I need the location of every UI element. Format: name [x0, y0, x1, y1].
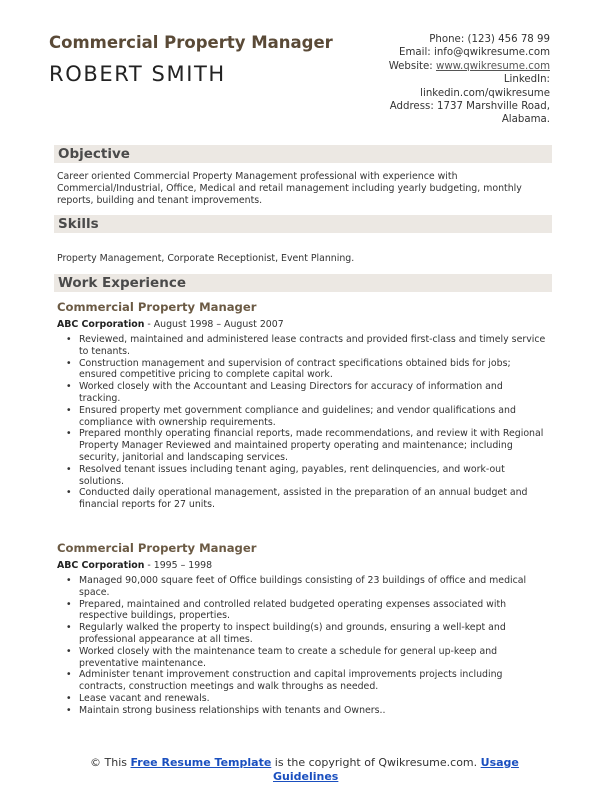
footer-prefix: © This [90, 756, 131, 769]
job-dates: - 1995 – 1998 [144, 560, 213, 571]
list-item: • Construction management and supervision of contract specifications obtained bids for jobs; ensured competitive pricing to complete capital work. [66, 357, 511, 381]
list-item: • Prepared monthly operating financial reports, made recommendations, and review it with Regional Property Manager Reviewed and maintained property operating and maintenance; including security, janitorial and landscaping services. [66, 428, 544, 463]
objective-text: Career oriented Commercial Property Management professional with experience with Commercial/Industrial, Office, Medical and retail management including yearly budgeting, monthly reports, building and tenant improvements. [57, 171, 522, 206]
list-item: • Reviewed, maintained and administered lease contracts and provided first-class and timely service to tenants. [66, 334, 546, 357]
job-company-line [57, 319, 284, 330]
usage-guidelines-link-line2[interactable]: Guidelines [273, 770, 339, 783]
section-work-experience-header [54, 274, 552, 292]
contact-block [389, 33, 550, 127]
contact-website: Website: www.qwikresume.com [388, 60, 550, 72]
list-item: • Maintain strong business relationships with tenants and Owners.. [66, 704, 386, 716]
job-title: Commercial Property Manager [57, 300, 257, 314]
list-item: • Administer tenant improvement construction and capital improvements projects including contracts, construction meetings and walk throughs as needed. [66, 669, 503, 693]
job-bullet-list [57, 575, 547, 717]
contact-phone: Phone: (123) 456 78 99 [429, 34, 550, 45]
candidate-name: ROBERT SMITH [49, 62, 226, 86]
list-item: • Worked closely with the maintenance team to create a schedule for general up-keep and preventative maintenance. [66, 645, 498, 669]
contact-linkedin: linkedin.com/qwikresume [420, 87, 550, 99]
section-skills-header [54, 215, 552, 233]
list-item: • Regularly walked the property to inspect building(s) and grounds, ensuring a well-kept and professional appearance at all times. [66, 622, 506, 645]
company-name: ABC Corporation [57, 560, 145, 571]
list-item: • Prepared, maintained and controlled related budgeted operating expenses associated with respective buildings, properties. [66, 598, 507, 622]
job-title: Commercial Property Manager [57, 541, 257, 555]
contact-address-line2: Alabama. [501, 114, 550, 126]
list-item: • Ensured property met government compliance and guidelines; and vendor qualifications and compliance with ownership requirements. [66, 404, 516, 428]
website-link[interactable]: www.qwikresume.com [435, 60, 550, 72]
contact-linkedin-label: LinkedIn: [503, 74, 550, 86]
header-job-title: Commercial Property Manager [49, 33, 333, 52]
company-name: ABC Corporation [57, 319, 145, 330]
job-bullet-list [57, 334, 547, 511]
list-item: • Lease vacant and renewals. [66, 692, 210, 704]
contact-address: Address: 1737 Marshville Road, [389, 101, 550, 113]
copyright-footer [90, 756, 530, 784]
job-dates: - August 1998 – August 2007 [144, 319, 284, 330]
job-company-line [57, 560, 212, 571]
list-item: • Resolved tenant issues including tenant aging, payables, rent delinquencies, and work-out solutions. [66, 463, 505, 487]
footer-middle: is the copyright of Qwikresume.com. [271, 756, 481, 769]
skills-text: Property Management, Corporate Receptionist, Event Planning. [57, 253, 355, 264]
list-item: • Managed 90,000 square feet of Office buildings consisting of 23 buildings of office and medical space. [66, 575, 527, 598]
free-resume-template-link[interactable]: Free Resume Template [130, 756, 272, 769]
section-title: Skills [58, 216, 99, 232]
list-item: • Worked closely with the Accountant and Leasing Directors for accuracy of information and tracking. [66, 381, 503, 404]
list-item: • Conducted daily operational management, assisted in the preparation of an annual budget and financial reports for 27 units. [66, 487, 528, 511]
section-title: Objective [58, 146, 130, 162]
section-objective-header [54, 145, 552, 163]
section-title: Work Experience [58, 275, 186, 291]
contact-email: Email: info@qwikresume.com [399, 47, 550, 59]
usage-guidelines-link[interactable]: Usage [480, 756, 519, 769]
